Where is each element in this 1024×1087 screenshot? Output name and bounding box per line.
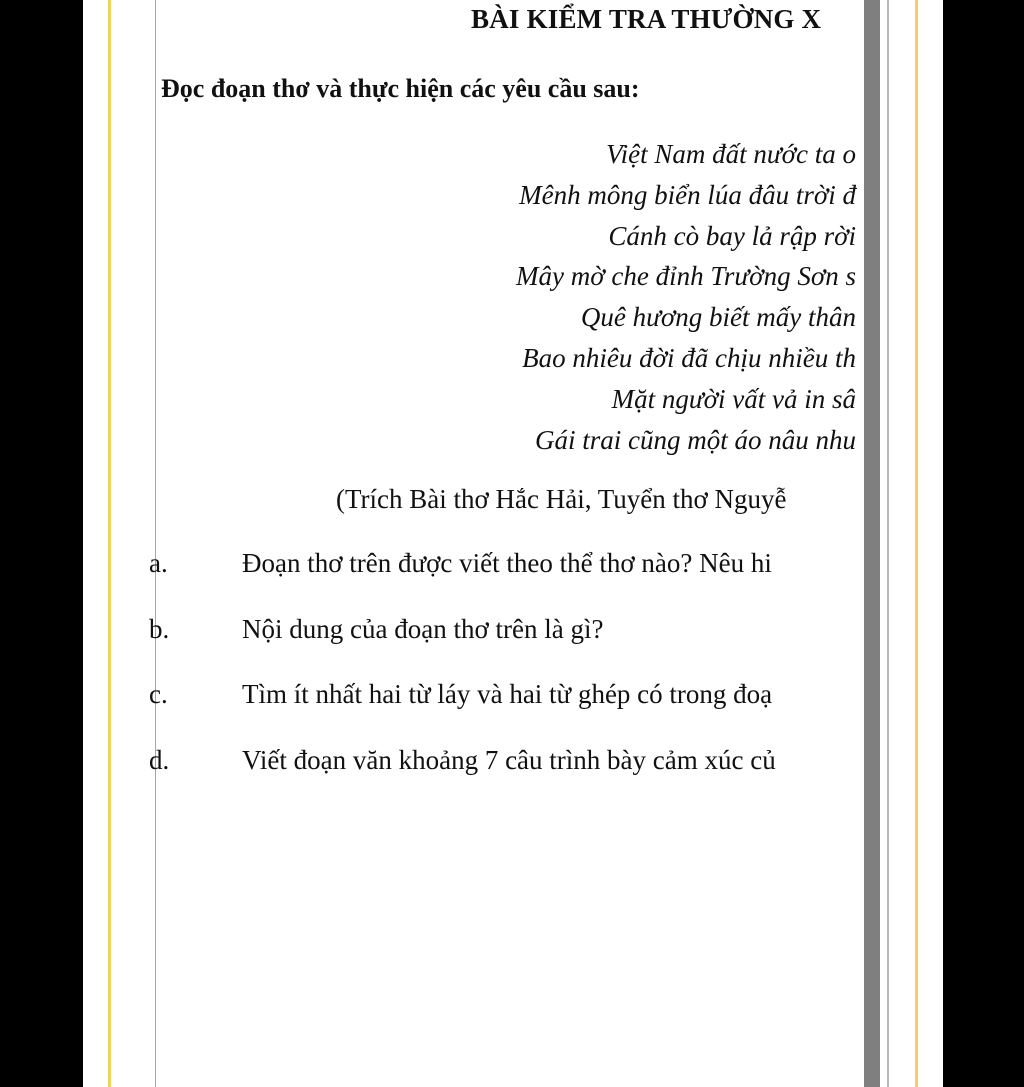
poem-line: Mặt người vất vả in sâ <box>611 383 856 414</box>
poem-line: Việt Nam đất nước ta o <box>606 139 856 169</box>
right-gold-border <box>915 0 918 1087</box>
left-gold-border <box>108 0 111 1087</box>
question-text: Tìm ít nhất hai từ láy và hai từ ghép có trong đoạ <box>242 679 773 709</box>
poem-line: Bao nhiêu đời đã chịu nhiều th <box>522 342 856 373</box>
question-item <box>149 679 864 745</box>
page-title: BÀI KIỂM TRA THƯỜNG X <box>471 4 822 34</box>
page-edge-scrollbar[interactable] <box>864 0 880 1087</box>
poem-line: Quê hương biết mấy thân <box>580 302 856 333</box>
poem-line: Gái trai cũng một áo nâu nhu <box>535 424 856 455</box>
question-text: Đoạn thơ trên được viết theo thể thơ nào? Nêu hi <box>242 548 772 578</box>
question-label: c. <box>149 679 168 709</box>
document-viewer <box>83 0 943 1087</box>
question-label: a. <box>149 548 168 578</box>
poem-line: Mây mờ che đỉnh Trường Sơn s <box>516 261 856 292</box>
question-item <box>149 744 864 811</box>
question-item <box>149 548 864 614</box>
question-label: b. <box>149 613 170 644</box>
poem-block <box>156 134 856 460</box>
question-text: Nội dung của đoạn thơ trên là gì? <box>242 613 604 644</box>
question-text: Viết đoạn văn khoảng 7 câu trình bày cảm xúc củ <box>242 744 776 775</box>
document-page <box>149 0 864 1087</box>
poem-source: (Trích Bài thơ Hắc Hải, Tuyển thơ Nguyễ <box>336 484 787 514</box>
question-label: d. <box>149 744 170 775</box>
question-list <box>149 548 864 810</box>
question-item <box>149 613 864 680</box>
page-edge-line <box>887 0 889 1087</box>
poem-line: Cánh cò bay lả rập rời <box>608 220 856 251</box>
instruction-text: Đọc đoạn thơ và thực hiện các yêu cầu sau: <box>161 74 640 103</box>
poem-line: Mênh mông biển lúa đâu trời đ <box>519 179 856 210</box>
